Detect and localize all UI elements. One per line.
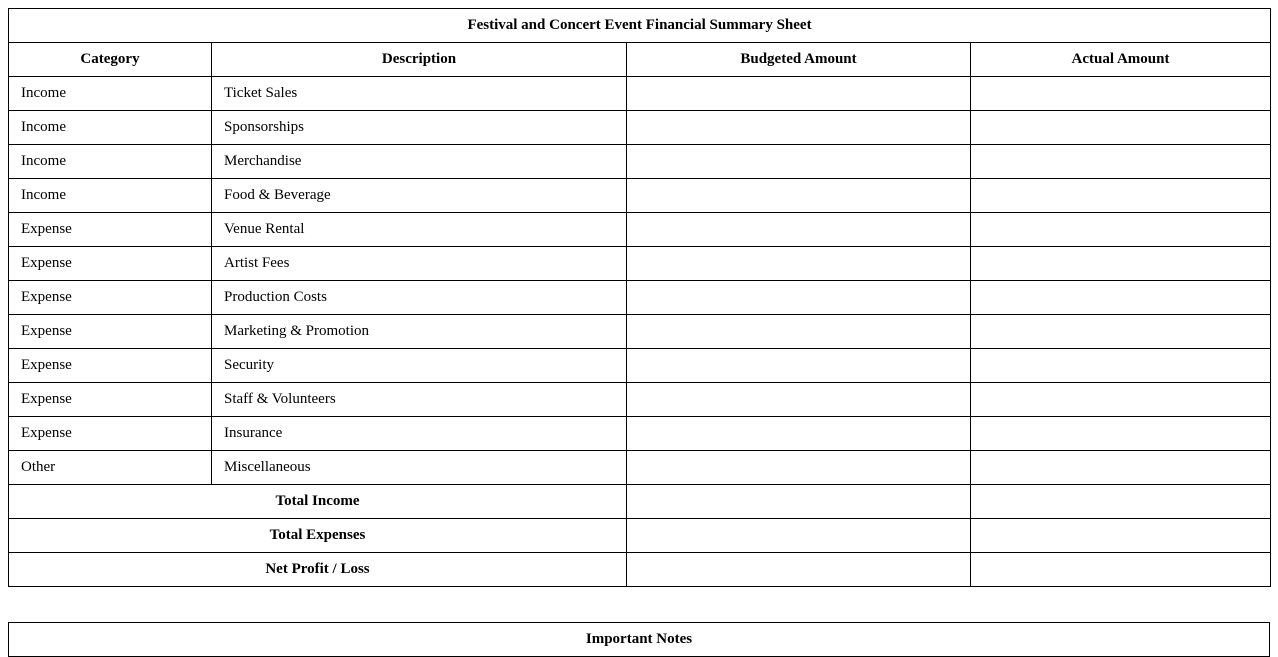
total-expenses-budgeted-cell[interactable] [627, 519, 971, 553]
actual-amount-cell[interactable] [971, 451, 1271, 485]
actual-amount-cell[interactable] [971, 383, 1271, 417]
budgeted-amount-cell[interactable] [627, 451, 971, 485]
description-cell: Artist Fees [212, 247, 627, 281]
table-row [9, 111, 1271, 145]
table-row [9, 247, 1271, 281]
category-cell: Income [9, 145, 212, 179]
actual-amount-cell[interactable] [971, 213, 1271, 247]
actual-amount-cell[interactable] [971, 281, 1271, 315]
table-row [9, 451, 1271, 485]
actual-amount-cell[interactable] [971, 315, 1271, 349]
notes-title: Important Notes [9, 623, 1270, 657]
actual-amount-cell[interactable] [971, 111, 1271, 145]
total-income-budgeted-cell[interactable] [627, 485, 971, 519]
description-cell: Venue Rental [212, 213, 627, 247]
table-row [9, 417, 1271, 451]
category-cell: Expense [9, 247, 212, 281]
table-row [9, 281, 1271, 315]
actual-amount-cell[interactable] [971, 247, 1271, 281]
actual-amount-cell[interactable] [971, 417, 1271, 451]
net-profit-loss-label: Net Profit / Loss [9, 553, 627, 587]
total-income-row [9, 485, 1271, 519]
table-row [9, 315, 1271, 349]
total-expenses-label: Total Expenses [9, 519, 627, 553]
budgeted-amount-cell[interactable] [627, 247, 971, 281]
table-row [9, 77, 1271, 111]
category-cell: Expense [9, 213, 212, 247]
header-row [9, 43, 1271, 77]
budgeted-amount-cell[interactable] [627, 383, 971, 417]
table-row [9, 213, 1271, 247]
net-profit-loss-actual-cell[interactable] [971, 553, 1271, 587]
actual-amount-cell[interactable] [971, 349, 1271, 383]
category-cell: Income [9, 111, 212, 145]
description-cell: Miscellaneous [212, 451, 627, 485]
description-cell: Merchandise [212, 145, 627, 179]
category-cell: Expense [9, 315, 212, 349]
column-header-description: Description [212, 43, 627, 77]
actual-amount-cell[interactable] [971, 77, 1271, 111]
description-cell: Security [212, 349, 627, 383]
total-expenses-row [9, 519, 1271, 553]
category-cell: Expense [9, 349, 212, 383]
column-header-actual: Actual Amount [971, 43, 1271, 77]
budgeted-amount-cell[interactable] [627, 417, 971, 451]
actual-amount-cell[interactable] [971, 179, 1271, 213]
net-profit-loss-budgeted-cell[interactable] [627, 553, 971, 587]
category-cell: Expense [9, 281, 212, 315]
category-cell: Income [9, 179, 212, 213]
total-income-actual-cell[interactable] [971, 485, 1271, 519]
column-header-category: Category [9, 43, 212, 77]
category-cell: Income [9, 77, 212, 111]
description-cell: Production Costs [212, 281, 627, 315]
budgeted-amount-cell[interactable] [627, 111, 971, 145]
actual-amount-cell[interactable] [971, 145, 1271, 179]
net-profit-loss-row [9, 553, 1271, 587]
category-cell: Expense [9, 417, 212, 451]
description-cell: Staff & Volunteers [212, 383, 627, 417]
budgeted-amount-cell[interactable] [627, 281, 971, 315]
table-row [9, 349, 1271, 383]
description-cell: Marketing & Promotion [212, 315, 627, 349]
budgeted-amount-cell[interactable] [627, 145, 971, 179]
budgeted-amount-cell[interactable] [627, 315, 971, 349]
description-cell: Food & Beverage [212, 179, 627, 213]
table-row [9, 179, 1271, 213]
budgeted-amount-cell[interactable] [627, 77, 971, 111]
total-income-label: Total Income [9, 485, 627, 519]
column-header-budgeted: Budgeted Amount [627, 43, 971, 77]
total-expenses-actual-cell[interactable] [971, 519, 1271, 553]
description-cell: Insurance [212, 417, 627, 451]
budgeted-amount-cell[interactable] [627, 213, 971, 247]
table-row [9, 145, 1271, 179]
title-row [9, 9, 1271, 43]
sheet-title: Festival and Concert Event Financial Summary Sheet [9, 9, 1271, 43]
table-row [9, 383, 1271, 417]
financial-summary-table [8, 8, 1271, 587]
budgeted-amount-cell[interactable] [627, 179, 971, 213]
notes-title-row [9, 623, 1270, 657]
important-notes-table [8, 622, 1270, 657]
category-cell: Other [9, 451, 212, 485]
description-cell: Sponsorships [212, 111, 627, 145]
description-cell: Ticket Sales [212, 77, 627, 111]
budgeted-amount-cell[interactable] [627, 349, 971, 383]
category-cell: Expense [9, 383, 212, 417]
